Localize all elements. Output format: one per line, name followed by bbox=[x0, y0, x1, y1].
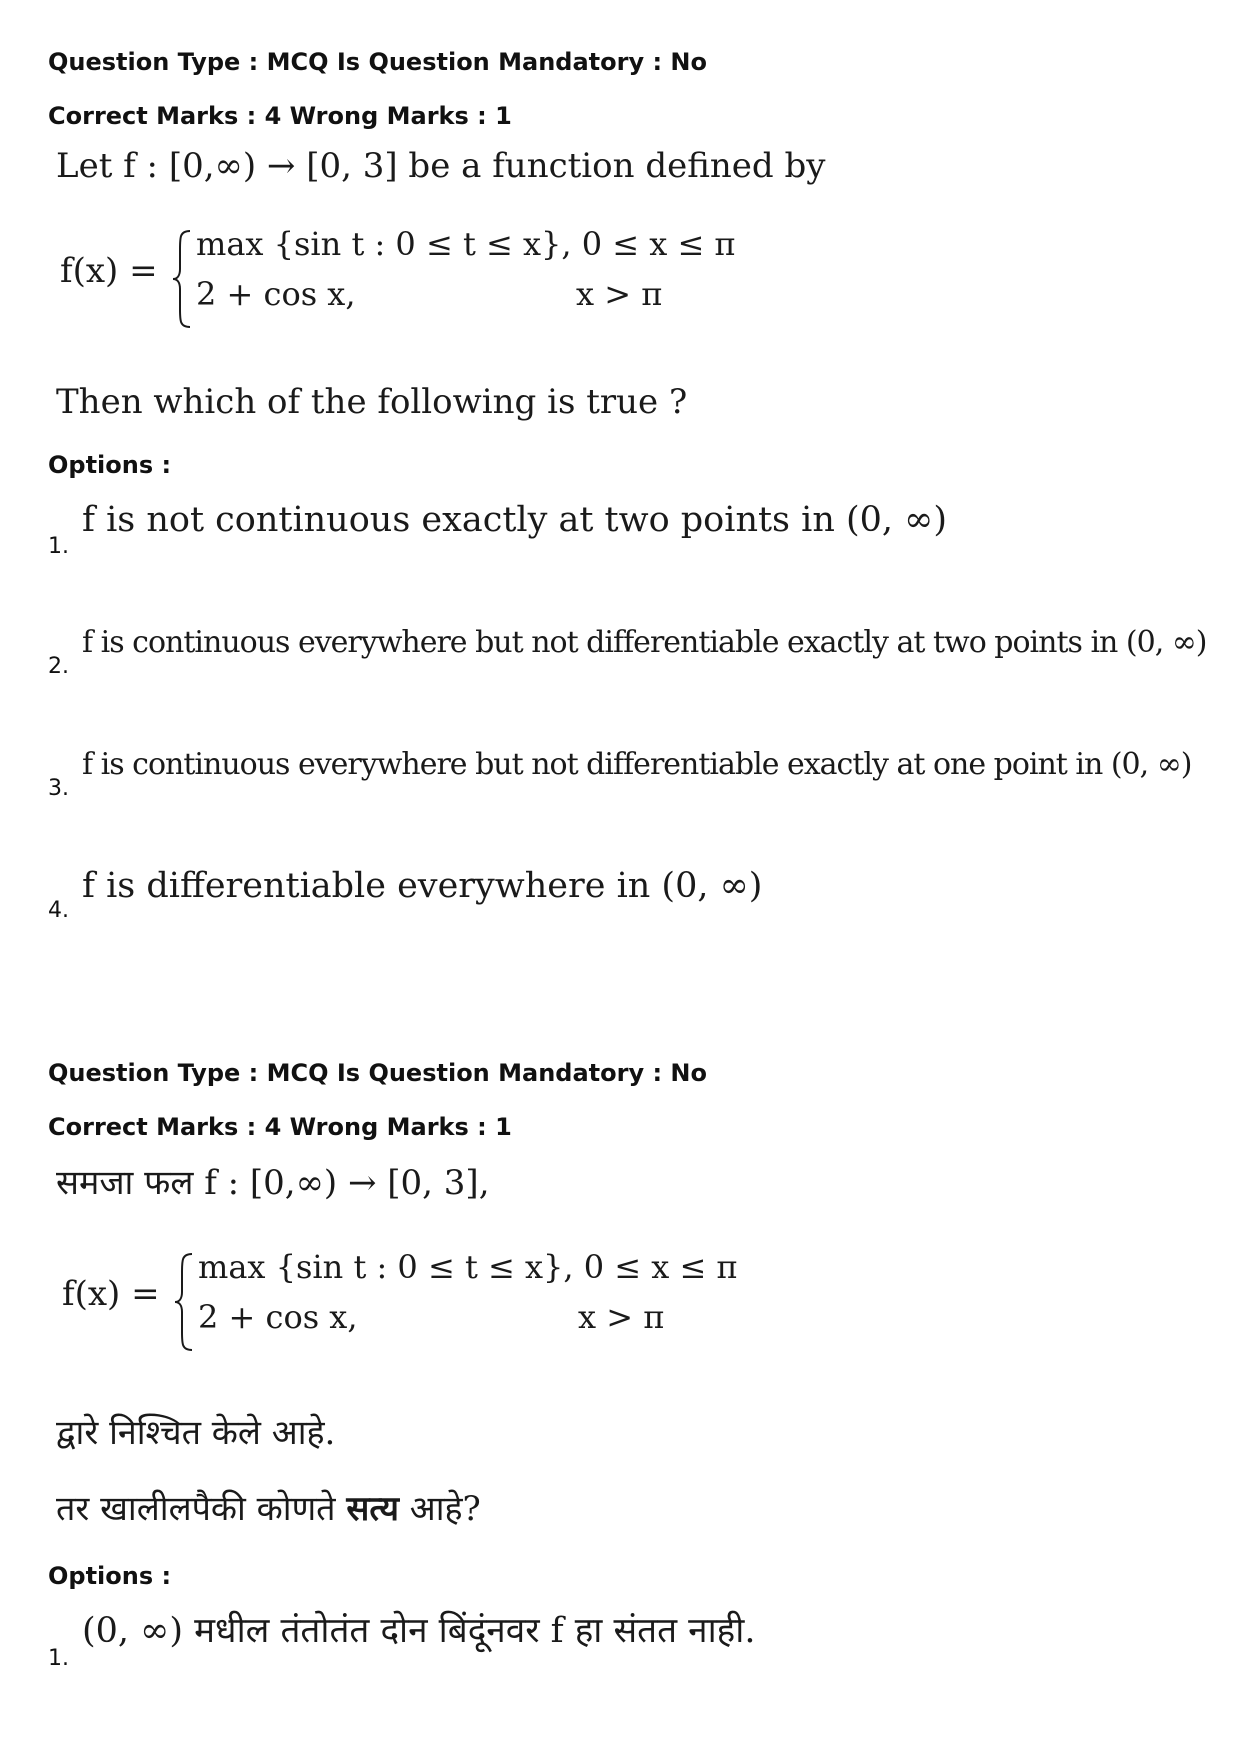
option-4-text[interactable]: f is differentiable everywhere in (0, ∞) bbox=[82, 866, 763, 906]
formula-lhs: f(x) = bbox=[62, 1274, 160, 1314]
case2-condition: x > π bbox=[576, 275, 663, 313]
piecewise-formula bbox=[56, 225, 776, 335]
question-text bbox=[56, 1484, 481, 1530]
option-number: 4. bbox=[48, 898, 69, 923]
case1-expression: max {sin t : 0 ≤ t ≤ x}, 0 ≤ x ≤ π bbox=[198, 1248, 738, 1286]
option-number: 3. bbox=[48, 776, 69, 801]
piecewise-formula bbox=[58, 1248, 778, 1358]
case2-expression: 2 + cos x, bbox=[198, 1298, 358, 1336]
option-2-text[interactable]: f is continuous everywhere but not differentiable exactly at two points in (0, ∞) bbox=[82, 625, 1207, 660]
question-type-line: Question Type : MCQ Is Question Mandatory : No bbox=[48, 48, 707, 76]
option-1-text[interactable]: (0, ∞) मधील तंतोतंत दोन बिंदूंनवर f हा संतत नाही. bbox=[82, 1611, 756, 1651]
option-number: 1. bbox=[48, 534, 69, 559]
options-label: Options : bbox=[48, 1562, 172, 1590]
options-label: Options : bbox=[48, 451, 172, 479]
case2-condition: x > π bbox=[578, 1298, 665, 1336]
case2-expression: 2 + cos x, bbox=[196, 275, 356, 313]
marks-line: Correct Marks : 4 Wrong Marks : 1 bbox=[48, 1113, 512, 1141]
option-1-text[interactable]: f is not continuous exactly at two points in (0, ∞) bbox=[82, 500, 947, 540]
question-intro: Let f : [0,∞) → [0, 3] be a function defined by bbox=[56, 146, 826, 186]
option-number: 1. bbox=[48, 1646, 69, 1671]
question-text-bold: सत्य bbox=[346, 1489, 399, 1529]
question-type-line: Question Type : MCQ Is Question Mandatory : No bbox=[48, 1059, 707, 1087]
case1-expression: max {sin t : 0 ≤ t ≤ x}, 0 ≤ x ≤ π bbox=[196, 225, 736, 263]
option-3-text[interactable]: f is continuous everywhere but not differentiable exactly at one point in (0, ∞) bbox=[82, 747, 1192, 782]
marks-line: Correct Marks : 4 Wrong Marks : 1 bbox=[48, 102, 512, 130]
question-text: Then which of the following is true ? bbox=[56, 382, 688, 422]
left-brace bbox=[172, 1252, 196, 1352]
option-number: 2. bbox=[48, 654, 69, 679]
defined-by-line: द्वारे निश्चित केले आहे. bbox=[56, 1413, 336, 1453]
question-text-start: तर खालीलपैकी कोणते bbox=[56, 1489, 347, 1529]
left-brace bbox=[170, 229, 194, 329]
question-text-end: आहे? bbox=[398, 1489, 481, 1529]
question-intro: समजा फल f : [0,∞) → [0, 3], bbox=[56, 1163, 490, 1203]
formula-lhs: f(x) = bbox=[60, 251, 158, 291]
